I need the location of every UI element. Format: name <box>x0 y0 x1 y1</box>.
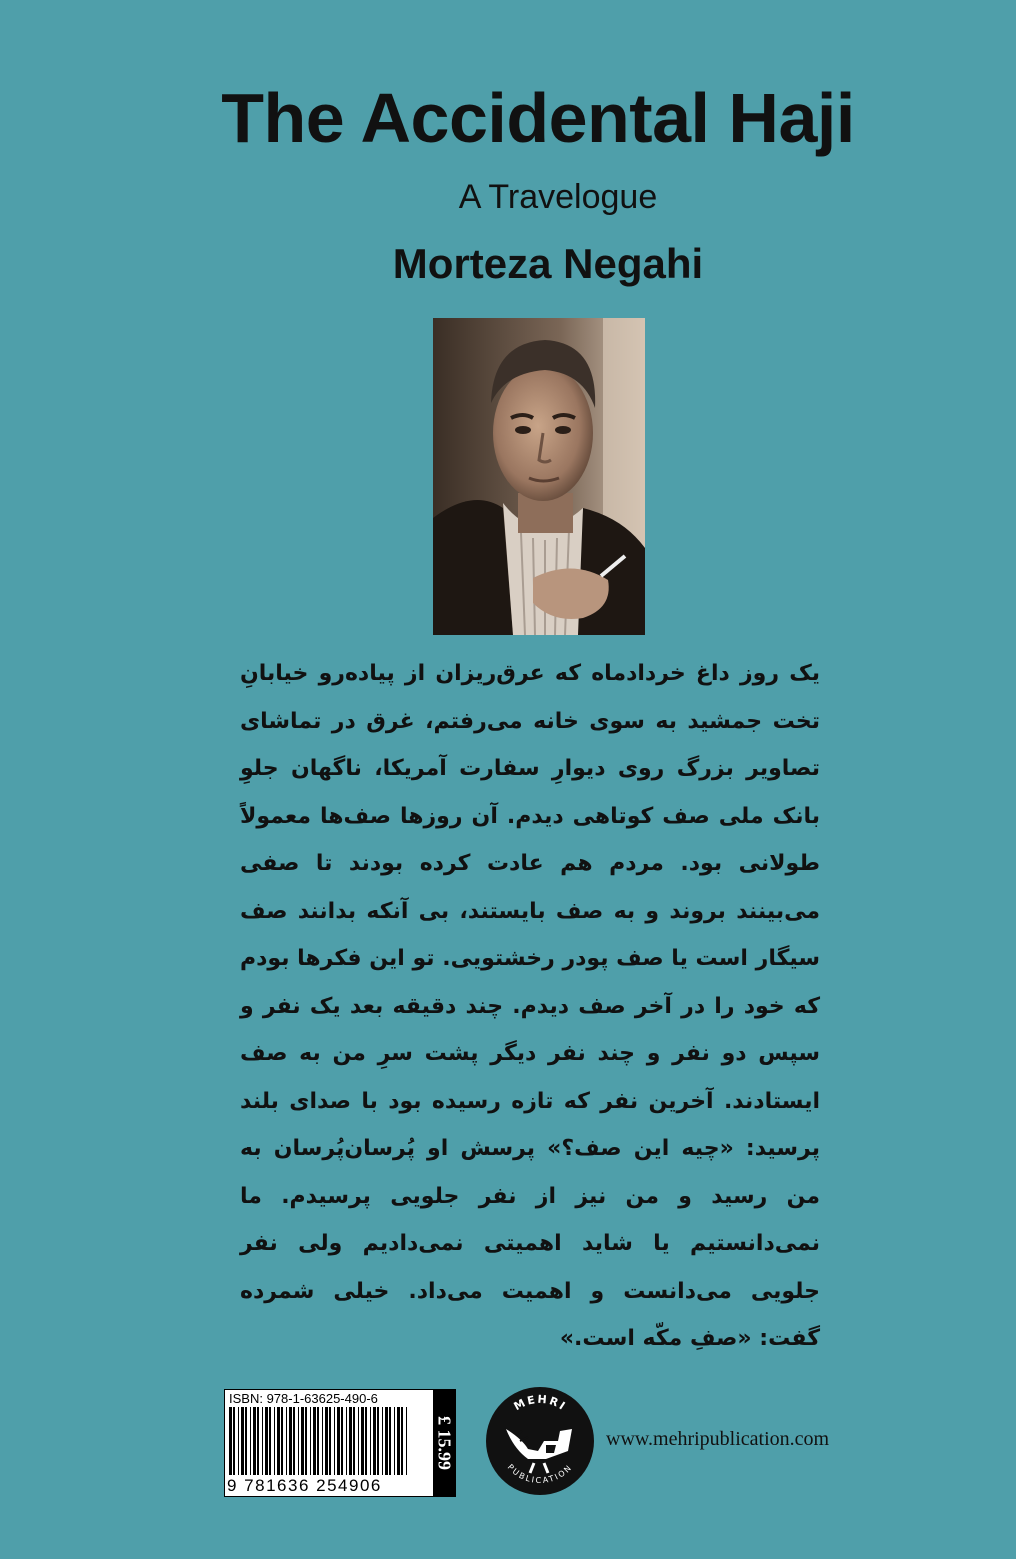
book-title: The Accidental Haji <box>221 79 855 157</box>
price-strip <box>433 1390 455 1496</box>
isbn-label: ISBN: 978-1-63625-490-6 <box>229 1391 378 1406</box>
back-cover-blurb: یک روز داغ خردادماه که عرق‌ریزان از پیاده‌رو خیابانِ تخت جمشید به سوی خانه می‌رفتم، غرق در تماشای تصاویر بزرگ روی دیوارِ سفارت آمریکا، ناگهان جلوِ بانک ملی صف کوتاهی دیدم. آن روزها صف‌ها معمولاً طولانی بود. مردم هم عادت کرده بودند تا صفی می‌بینند بروند و به صف بایستند، بی آنکه بدانند صف سیگار است یا صف پودر رخشتویی. تو این فکرها بودم که خود را در آخر صف دیدم. چند دقیقه بعد یک نفر و سپس دو نفر و چند نفر دیگر پشت سرِ من به صف ایستادند. آخرین نفر که تازه رسیده بود با صدای بلند پرسید: «چیه این صف؟» پرسش او پُرسان‌پُرسان به من رسید و من نیز از نفر جلویی پرسیدم. ما نمی‌دانستیم یا شاید اهمیتی نمی‌دادیم ولی نفر جلویی می‌دانست و اهمیت می‌داد. خیلی شمرده گفت: «صفِ مکّه است.» <box>240 661 820 1351</box>
book-subtitle: A Travelogue <box>458 178 658 216</box>
publisher-url[interactable]: www.mehripublication.com <box>606 1428 830 1450</box>
author-name: Morteza Negahi <box>392 240 704 287</box>
author-photo <box>433 318 645 635</box>
svg-text:PUBLICATION: PUBLICATION <box>505 1462 575 1486</box>
publisher-logo-icon <box>484 1385 596 1497</box>
svg-text:MEHRI: MEHRI <box>511 1392 569 1414</box>
price-label: £ 15.99 <box>434 1416 455 1470</box>
barcode-number: 9 781636 254906 <box>227 1476 382 1495</box>
barcode-bars <box>229 1407 409 1477</box>
isbn-barcode <box>224 1389 456 1497</box>
